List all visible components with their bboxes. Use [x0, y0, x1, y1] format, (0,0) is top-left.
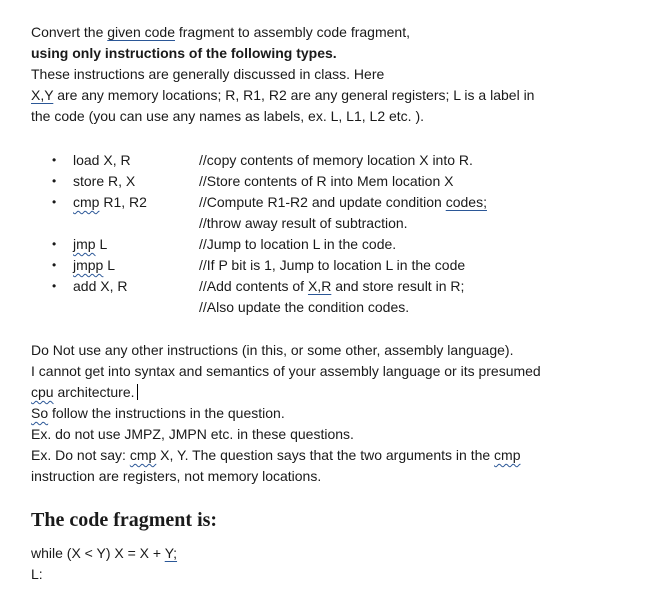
note-line-1: Do Not use any other instructions (in this, or some other, assembly language).	[31, 342, 514, 358]
instr-cmp: cmp R1, R2	[73, 194, 147, 210]
code-fragment-heading: The code fragment is:	[31, 509, 218, 531]
comment-add-cont: //Also update the condition codes.	[199, 299, 410, 315]
codes-underlined: codes;	[445, 194, 487, 210]
spellcheck-cpu: cpu	[31, 384, 54, 400]
bullet: •	[52, 237, 57, 251]
note-line-2: I cannot get into syntax and semantics of your assembly language or its presumed	[31, 363, 541, 379]
comment-cmp: //Compute R1-R2 and update condition codes;	[199, 194, 487, 210]
instr-store: store R, X	[73, 173, 136, 189]
intro-line-1: Convert the given code fragment to assembly code fragment,	[31, 24, 410, 40]
spellcheck-so: So	[31, 405, 49, 421]
bullet: •	[52, 279, 57, 293]
comment-cmp-cont: //throw away result of subtraction.	[199, 215, 408, 231]
given-code-underlined: given code	[107, 24, 175, 40]
intro-line-3: These instructions are generally discussed in class. Here	[31, 66, 385, 82]
code-line-label: L:	[31, 566, 43, 582]
bullet: •	[52, 174, 57, 188]
intro-line-5: the code (you can use any names as labels, ex. L, L1, L2 etc. ).	[31, 108, 425, 124]
comment-add: //Add contents of X,R and store result in R;	[199, 278, 465, 294]
spellcheck-cmp: cmp	[73, 194, 100, 210]
instr-jmpp: jmpp L	[73, 257, 116, 273]
note-line-7: instruction are registers, not memory locations.	[31, 468, 322, 484]
intro-line-2: using only instructions of the following types.	[31, 45, 337, 61]
note-line-5: Ex. do not use JMPZ, JMPN etc. in these questions.	[31, 426, 354, 442]
spellcheck-cmp: cmp	[129, 447, 157, 463]
intro-line-4: X,Y are any memory locations; R, R1, R2 are any general registers; L is a label in	[31, 87, 535, 103]
code-line-while: while (X < Y) X = X + Y;	[31, 545, 178, 561]
comment-load: //copy contents of memory location X into R.	[199, 152, 473, 168]
instr-jmp: jmp L	[73, 236, 108, 252]
comment-jmp: //Jump to location L in the code.	[199, 236, 397, 252]
note-line-6: Ex. Do not say: cmp X, Y. The question says that the two arguments in the cmp	[31, 447, 521, 463]
text-cursor[interactable]	[137, 384, 138, 400]
comment-store: //Store contents of R into Mem location X	[199, 173, 454, 189]
bullet: •	[52, 258, 57, 272]
spellcheck-jmp: jmp	[73, 236, 96, 252]
instr-load: load X, R	[73, 152, 131, 168]
note-line-4: So follow the instructions in the question.	[31, 405, 285, 421]
xr-underlined: X,R	[307, 278, 332, 294]
note-line-3: cpu architecture.	[31, 382, 138, 403]
spellcheck-jmpp: jmpp	[73, 257, 104, 273]
instr-add: add X, R	[73, 278, 128, 294]
y-underlined: Y;	[164, 545, 178, 561]
bullet: •	[52, 195, 57, 209]
bullet: •	[52, 153, 57, 167]
xy-underlined: X,Y	[31, 87, 54, 103]
spellcheck-cmp: cmp	[494, 447, 521, 463]
comment-jmpp: //If P bit is 1, Jump to location L in the code	[199, 257, 466, 273]
